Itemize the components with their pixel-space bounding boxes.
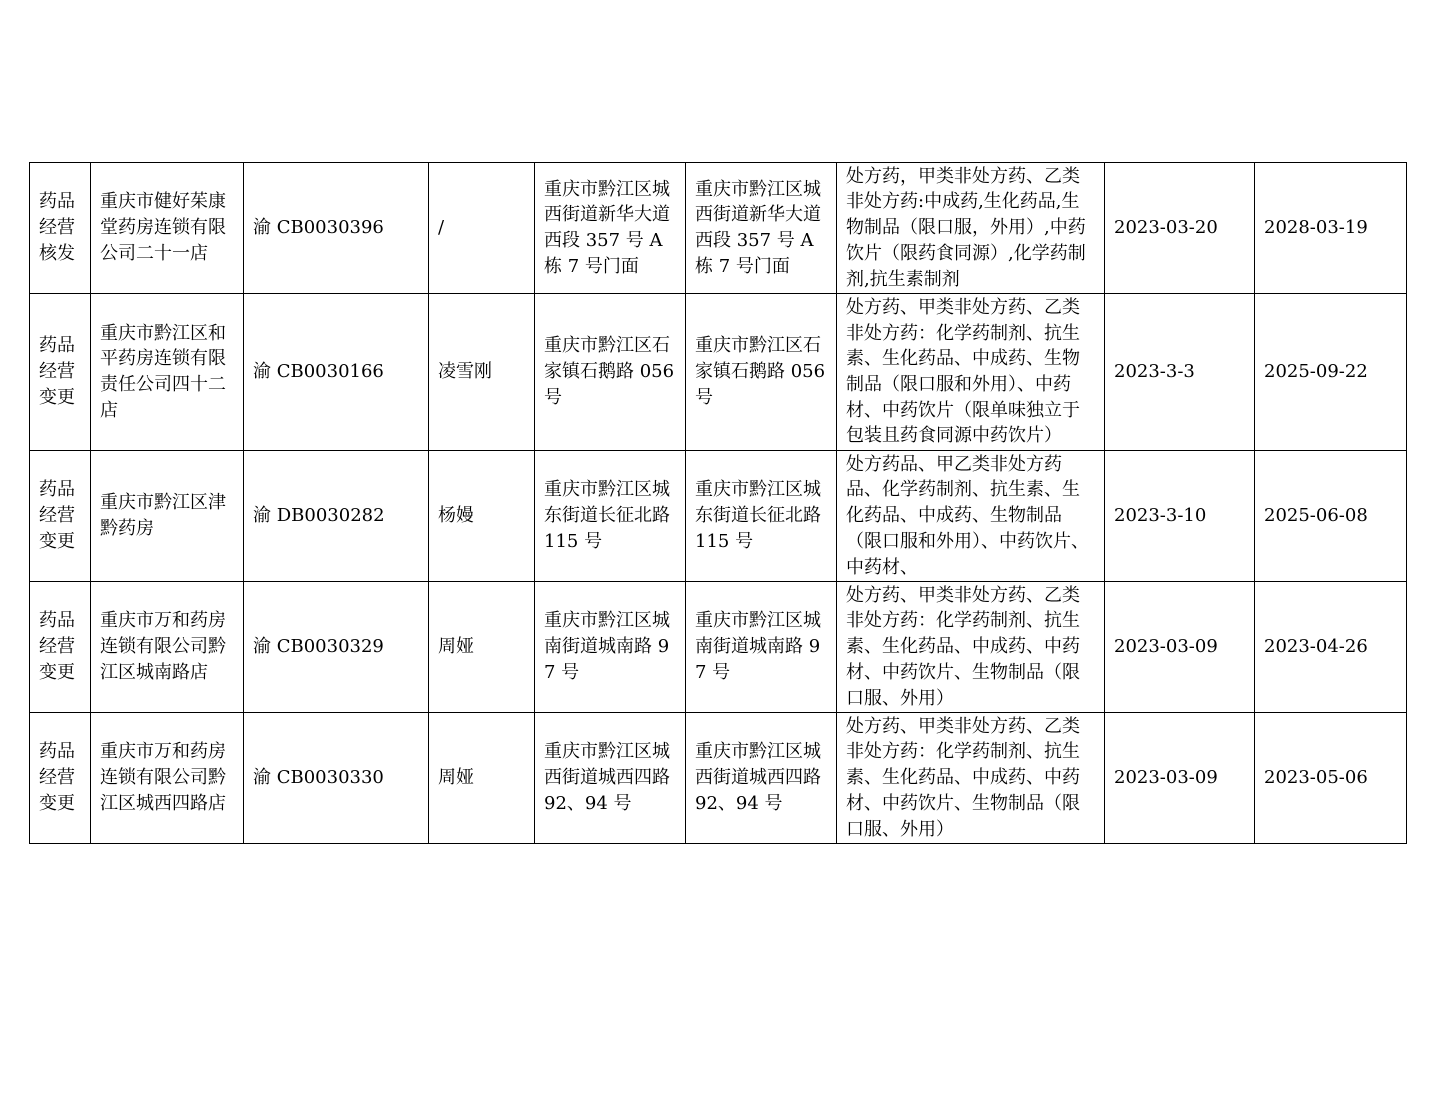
- registered-address-cell: 重庆市黔江区城西街道城西四路 92、94 号: [535, 713, 686, 844]
- responsible-person-cell: 杨嫚: [429, 451, 535, 582]
- expiry-date-cell: 2028-03-19: [1255, 163, 1407, 294]
- company-name-cell: 重庆市黔江区津黔药房: [91, 451, 244, 582]
- table-row: [30, 163, 1407, 294]
- license-table: [29, 162, 1407, 844]
- issue-date-cell: 2023-03-09: [1105, 582, 1255, 713]
- expiry-date-cell: 2025-09-22: [1255, 294, 1407, 451]
- expiry-date-cell: 2025-06-08: [1255, 451, 1407, 582]
- license-number-cell: 渝 CB0030396: [244, 163, 429, 294]
- issue-date-cell: 2023-3-3: [1105, 294, 1255, 451]
- license-number-cell: 渝 CB0030329: [244, 582, 429, 713]
- table-row: [30, 582, 1407, 713]
- business-address-cell: 重庆市黔江区石家镇石鹅路 056 号: [686, 294, 837, 451]
- type-cell: 药品经营变更: [30, 294, 91, 451]
- registered-address-cell: 重庆市黔江区城南街道城南路 97 号: [535, 582, 686, 713]
- expiry-date-cell: 2023-05-06: [1255, 713, 1407, 844]
- license-number-cell: 渝 CB0030330: [244, 713, 429, 844]
- business-scope-cell: 处方药，甲类非处方药、乙类非处方药:中成药,生化药品,生物制品（限口服，外用）,中药饮片（限药食同源）,化学药制剂,抗生素制剂: [837, 163, 1105, 294]
- type-cell: 药品经营核发: [30, 163, 91, 294]
- table-row: [30, 713, 1407, 844]
- responsible-person-cell: /: [429, 163, 535, 294]
- company-name-cell: 重庆市万和药房连锁有限公司黔江区城西四路店: [91, 713, 244, 844]
- issue-date-cell: 2023-3-10: [1105, 451, 1255, 582]
- type-cell: 药品经营变更: [30, 713, 91, 844]
- type-cell: 药品经营变更: [30, 582, 91, 713]
- registered-address-cell: 重庆市黔江区城西街道新华大道西段 357 号 A 栋 7 号门面: [535, 163, 686, 294]
- responsible-person-cell: 周娅: [429, 713, 535, 844]
- company-name-cell: 重庆市黔江区和平药房连锁有限责任公司四十二店: [91, 294, 244, 451]
- table-row: [30, 451, 1407, 582]
- table-row: [30, 294, 1407, 451]
- business-scope-cell: 处方药、甲类非处方药、乙类非处方药：化学药制剂、抗生素、生化药品、中成药、中药材、中药饮片、生物制品（限口服、外用）: [837, 713, 1105, 844]
- business-scope-cell: 处方药、甲类非处方药、乙类非处方药：化学药制剂、抗生素、生化药品、中成药、中药材、中药饮片、生物制品（限口服、外用）: [837, 582, 1105, 713]
- license-number-cell: 渝 DB0030282: [244, 451, 429, 582]
- issue-date-cell: 2023-03-20: [1105, 163, 1255, 294]
- type-cell: 药品经营变更: [30, 451, 91, 582]
- business-address-cell: 重庆市黔江区城西街道城西四路 92、94 号: [686, 713, 837, 844]
- business-address-cell: 重庆市黔江区城南街道城南路 97 号: [686, 582, 837, 713]
- responsible-person-cell: 周娅: [429, 582, 535, 713]
- company-name-cell: 重庆市健好茱康堂药房连锁有限公司二十一店: [91, 163, 244, 294]
- license-number-cell: 渝 CB0030166: [244, 294, 429, 451]
- expiry-date-cell: 2023-04-26: [1255, 582, 1407, 713]
- business-scope-cell: 处方药、甲类非处方药、乙类非处方药：化学药制剂、抗生素、生化药品、中成药、生物制品（限口服和外用）、中药材、中药饮片（限单味独立于包装且药食同源中药饮片）: [837, 294, 1105, 451]
- company-name-cell: 重庆市万和药房连锁有限公司黔江区城南路店: [91, 582, 244, 713]
- business-address-cell: 重庆市黔江区城西街道新华大道西段 357 号 A 栋 7 号门面: [686, 163, 837, 294]
- responsible-person-cell: 凌雪刚: [429, 294, 535, 451]
- registered-address-cell: 重庆市黔江区石家镇石鹅路 056 号: [535, 294, 686, 451]
- registered-address-cell: 重庆市黔江区城东街道长征北路 115 号: [535, 451, 686, 582]
- issue-date-cell: 2023-03-09: [1105, 713, 1255, 844]
- business-scope-cell: 处方药品、甲乙类非处方药品、化学药制剂、抗生素、生化药品、中成药、生物制品（限口服和外用）、中药饮片、中药材、: [837, 451, 1105, 582]
- business-address-cell: 重庆市黔江区城东街道长征北路 115 号: [686, 451, 837, 582]
